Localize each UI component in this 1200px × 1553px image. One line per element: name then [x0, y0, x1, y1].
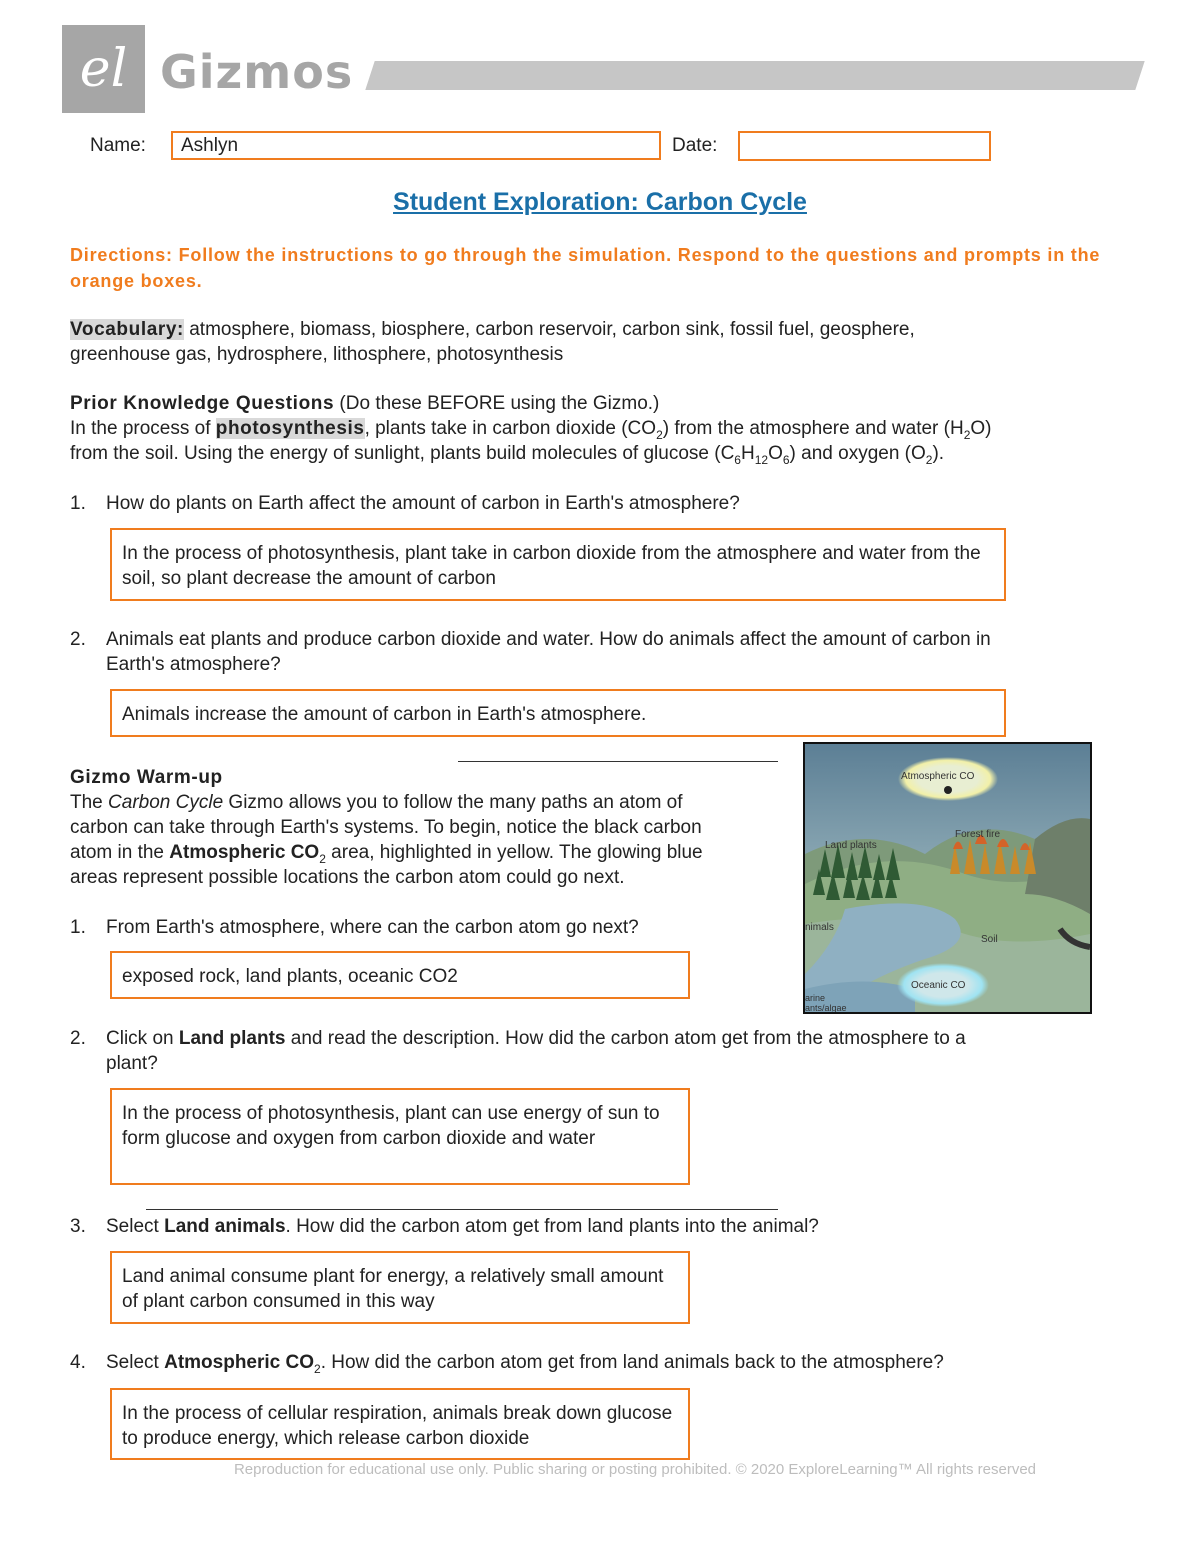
subscript: 2	[925, 452, 933, 467]
photosynthesis-intro-line1	[70, 416, 1150, 441]
intro-text: O)	[970, 418, 992, 439]
name-label: Name:	[90, 135, 146, 156]
intro-text: In the process of	[70, 418, 216, 439]
carbon-cycle-scene	[805, 744, 1090, 1012]
warmup-question-2-line1	[106, 1026, 1106, 1051]
warmup-question-2-line2: plant?	[106, 1053, 158, 1074]
subscript: 2	[319, 851, 326, 866]
label-oceanic-co2: Oceanic CO	[911, 980, 966, 991]
prior-heading-note: (Do these BEFORE using the Gizmo.)	[334, 393, 660, 414]
intro-text: H	[740, 443, 755, 464]
label-atmospheric-co2: Atmospheric CO	[901, 771, 975, 782]
warmup-question-1: From Earth's atmosphere, where can the carbon atom go next?	[106, 917, 639, 938]
question-text: Select	[106, 1352, 165, 1373]
label-animals: nimals	[805, 922, 834, 933]
vocabulary-line	[70, 317, 1140, 342]
intro-text: ) from the atmosphere and water (H	[662, 418, 964, 439]
photosynthesis-intro-line2	[70, 441, 1150, 466]
intro-text: from the soil. Using the energy of sunlight, plants build molecules of glucose (C	[70, 443, 735, 464]
intro-text: , plants take in carbon dioxide (CO	[364, 418, 657, 439]
subscript: 2	[656, 427, 663, 442]
header-bar	[365, 61, 1144, 90]
subscript: 2	[314, 1361, 321, 1376]
land-plants-term: Land plants	[178, 1028, 286, 1049]
question-text: Select	[106, 1216, 165, 1237]
page-title: Student Exploration: Carbon Cycle	[393, 188, 807, 216]
atmospheric-co2-term: Atmospheric CO	[169, 842, 320, 863]
land-animals-term: Land animals	[164, 1216, 286, 1237]
date-field[interactable]	[738, 131, 991, 161]
label-marine-line1: arine	[805, 993, 826, 1003]
vocabulary-terms: atmosphere, biomass, biosphere, carbon reservoir, carbon sink, fossil fuel, geosphere,	[183, 319, 915, 340]
explorelearning-logo-icon: el	[79, 39, 128, 99]
copyright-footer: Reproduction for educational use only. Public sharing or posting prohibited. © 2020 ExploreLearning™ All rights reserved	[233, 1461, 1037, 1478]
prior-question-1: How do plants on Earth affect the amount of carbon in Earth's atmosphere?	[106, 493, 740, 514]
question-number: 4.	[70, 1352, 86, 1373]
question-text: Click on	[106, 1028, 179, 1049]
date-label: Date:	[672, 135, 718, 156]
warmup-text: The	[70, 792, 109, 813]
directions-text: Directions: Follow the instructions to go through the simulation. Respond to the questions and prompts in the orange boxes.	[70, 245, 1101, 291]
warmup-text: Gizmo allows you to follow the many paths an atom of	[223, 792, 683, 813]
name-field[interactable]: Ashlyn	[171, 131, 661, 160]
subscript: 12	[754, 452, 769, 467]
answer-box-prior-1[interactable]: In the process of photosynthesis, plant take in carbon dioxide from the atmosphere and water from the soil, so plant decrease the amount of carbon	[110, 528, 1006, 601]
prior-heading-bold: Prior Knowledge Questions	[70, 393, 335, 414]
warmup-paragraph-line1	[70, 790, 683, 815]
answer-box-warmup-4[interactable]: In the process of cellular respiration, animals break down glucose to produce energy, which release carbon dioxide	[110, 1388, 690, 1460]
prior-knowledge-heading	[70, 391, 659, 416]
warmup-question-4	[106, 1350, 944, 1375]
question-text: and read the description. How did the carbon atom get from the atmosphere to a	[285, 1028, 966, 1049]
subscript: 6	[734, 452, 741, 467]
warmup-text: area, highlighted in yellow. The glowing blue	[325, 842, 703, 863]
gizmo-name: Carbon Cycle	[108, 792, 224, 813]
prior-question-2-line1: Animals eat plants and produce carbon dioxide and water. How do animals affect the amount of carbon in	[106, 629, 991, 650]
warmup-text: atom in the	[70, 842, 170, 863]
warmup-heading: Gizmo Warm-up	[70, 767, 223, 788]
intro-text: ) and oxygen (O	[789, 443, 926, 464]
warmup-question-3	[106, 1214, 819, 1239]
divider-line	[458, 761, 778, 762]
label-forest-fire: Forest fire	[955, 829, 1001, 840]
answer-box-prior-2[interactable]: Animals increase the amount of carbon in Earth's atmosphere.	[110, 689, 1006, 737]
intro-text: ).	[932, 443, 945, 464]
carbon-cycle-gizmo-image	[803, 742, 1092, 1014]
photosynthesis-term: photosynthesis	[215, 418, 365, 439]
question-text: . How did the carbon atom get from land animals back to the atmosphere?	[320, 1352, 944, 1373]
answer-box-warmup-3[interactable]: Land animal consume plant for energy, a relatively small amount of plant carbon consumed in this way	[110, 1251, 690, 1324]
subscript: 6	[782, 452, 790, 467]
atmospheric-co2-term: Atmospheric CO	[164, 1352, 315, 1373]
question-number: 3.	[70, 1216, 86, 1237]
gizmos-wordmark: Gizmos	[160, 45, 354, 99]
question-number: 2.	[70, 629, 86, 650]
warmup-paragraph-line3	[70, 840, 703, 865]
prior-question-2-line2: Earth's atmosphere?	[106, 654, 281, 675]
intro-text: O	[768, 443, 783, 464]
label-marine-line2: ants/algae	[805, 1003, 847, 1012]
question-number: 1.	[70, 917, 86, 938]
question-number: 2.	[70, 1028, 86, 1049]
label-soil: Soil	[981, 934, 998, 945]
warmup-paragraph-line2: carbon can take through Earth's systems. To begin, notice the black carbon	[70, 817, 702, 838]
subscript: 2	[963, 427, 971, 442]
warmup-paragraph-line4: areas represent possible locations the carbon atom could go next.	[70, 867, 625, 888]
vocabulary-terms-line2: greenhouse gas, hydrosphere, lithosphere, photosynthesis	[70, 344, 564, 365]
label-land-plants: Land plants	[825, 840, 877, 851]
answer-box-warmup-2[interactable]: In the process of photosynthesis, plant can use energy of sun to form glucose and oxygen from carbon dioxide and water	[110, 1088, 690, 1185]
vocabulary-label: Vocabulary:	[70, 319, 184, 340]
divider-line	[146, 1209, 778, 1210]
answer-box-warmup-1[interactable]: exposed rock, land plants, oceanic CO2	[110, 951, 690, 999]
question-text: . How did the carbon atom get from land plants into the animal?	[285, 1216, 819, 1237]
question-number: 1.	[70, 493, 86, 514]
